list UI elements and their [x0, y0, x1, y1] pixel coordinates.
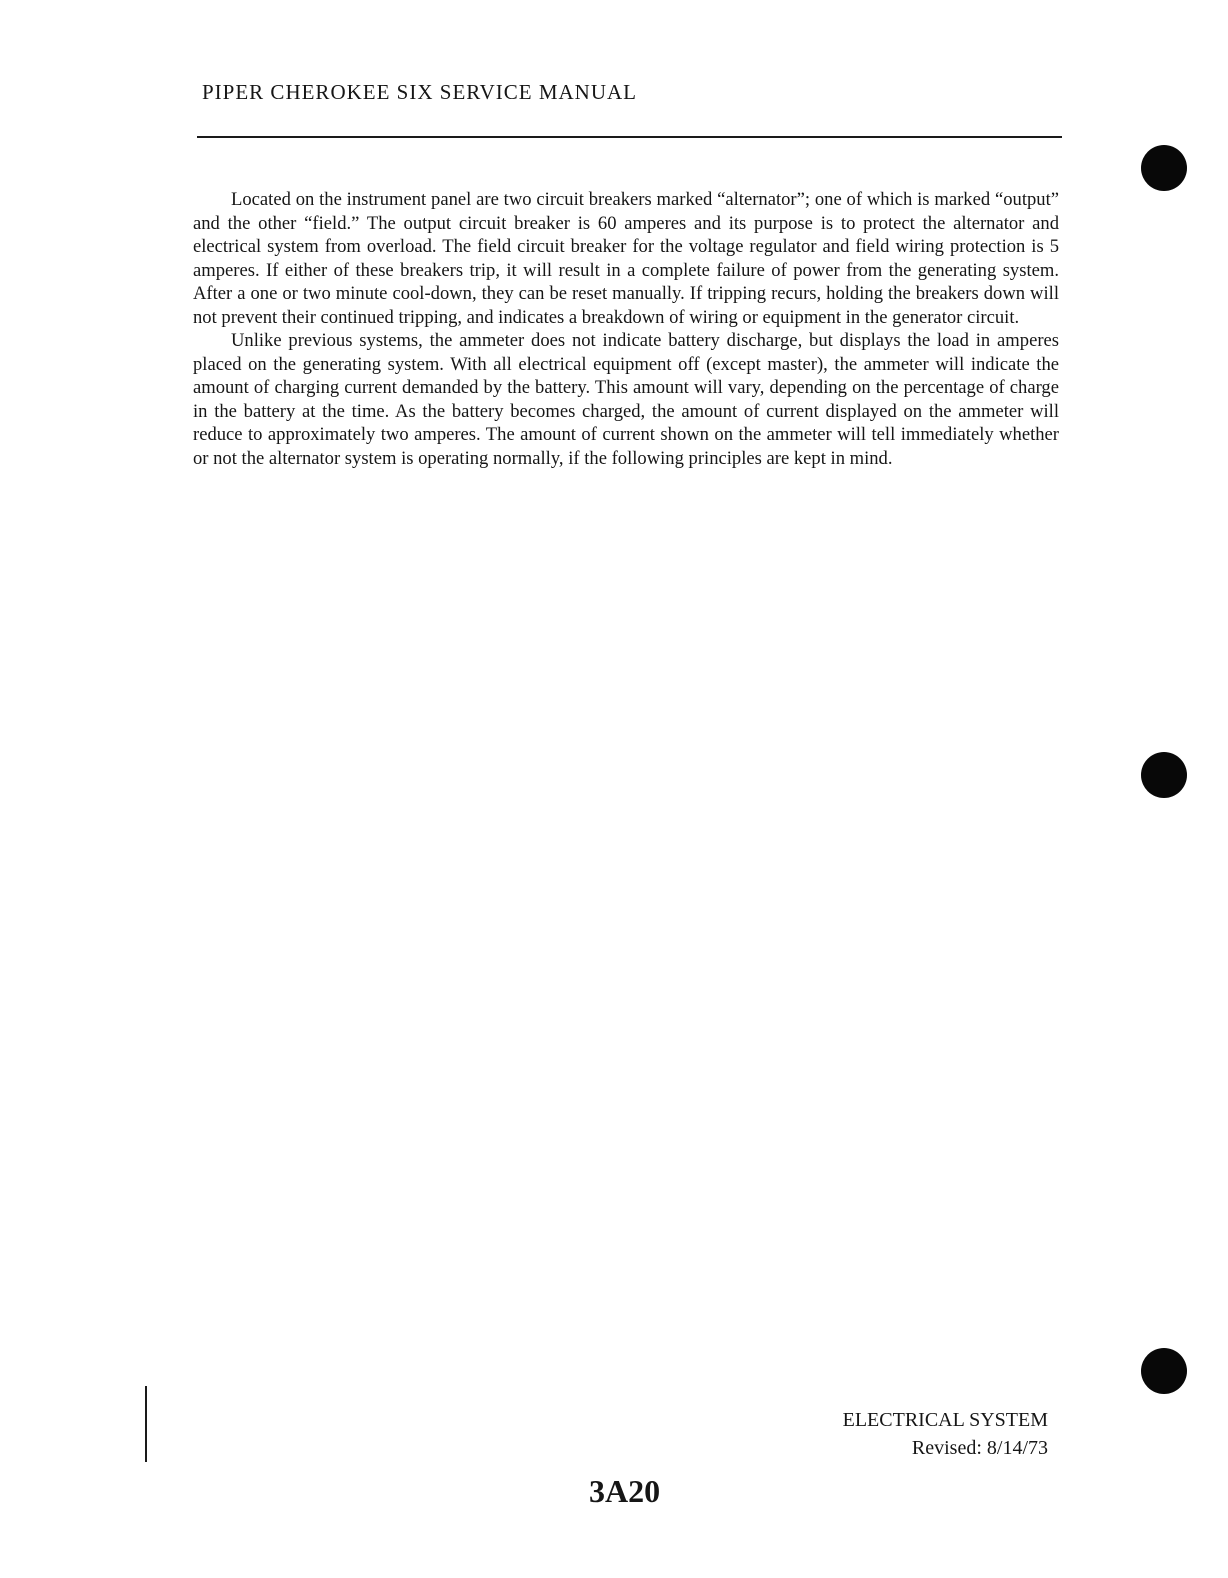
- footer-section-title: ELECTRICAL SYSTEM: [842, 1409, 1048, 1431]
- binder-hole-top: [1141, 145, 1187, 191]
- binder-hole-bottom: [1141, 1348, 1187, 1394]
- manual-title: PIPER CHEROKEE SIX SERVICE MANUAL: [202, 80, 638, 104]
- revision-bar: [145, 1386, 147, 1462]
- body-text: [193, 188, 1059, 470]
- header-rule: [197, 136, 1062, 138]
- paragraph-circuit-breakers: Located on the instrument panel are two circuit breakers marked “alternator”; one of which is marked “output” and the other “field.” The output circuit breaker is 60 amperes and its purpose is to protect the alternator and electrical system from overload. The field circuit breaker for the voltage regulator and field wiring protection is 5 amperes. If either of these breakers trip, it will result in a complete failure of power from the generating system. After a one or two minute cool-down, they can be reset manually. If tripping recurs, holding the breakers down will not prevent their continued tripping, and indicates a breakdown of wiring or equipment in the generator circuit.: [193, 189, 1059, 328]
- paragraph-ammeter: Unlike previous systems, the ammeter does not indicate battery discharge, but displays the load in amperes placed on the generating system. With all electrical equipment off (except master), the ammeter will indicate the amount of charging current demanded by the battery. This amount will vary, depending on the percentage of charge in the battery at the time. As the battery becomes charged, the amount of current displayed on the ammeter will reduce to approximately two amperes. The amount of current shown on the ammeter will tell immediately whether or not the alternator system is operating normally, if the following principles are kept in mind.: [193, 330, 1059, 469]
- footer-revision-date: Revised: 8/14/73: [911, 1437, 1048, 1459]
- binder-hole-middle: [1141, 752, 1187, 798]
- page-number: 3A20: [589, 1473, 661, 1509]
